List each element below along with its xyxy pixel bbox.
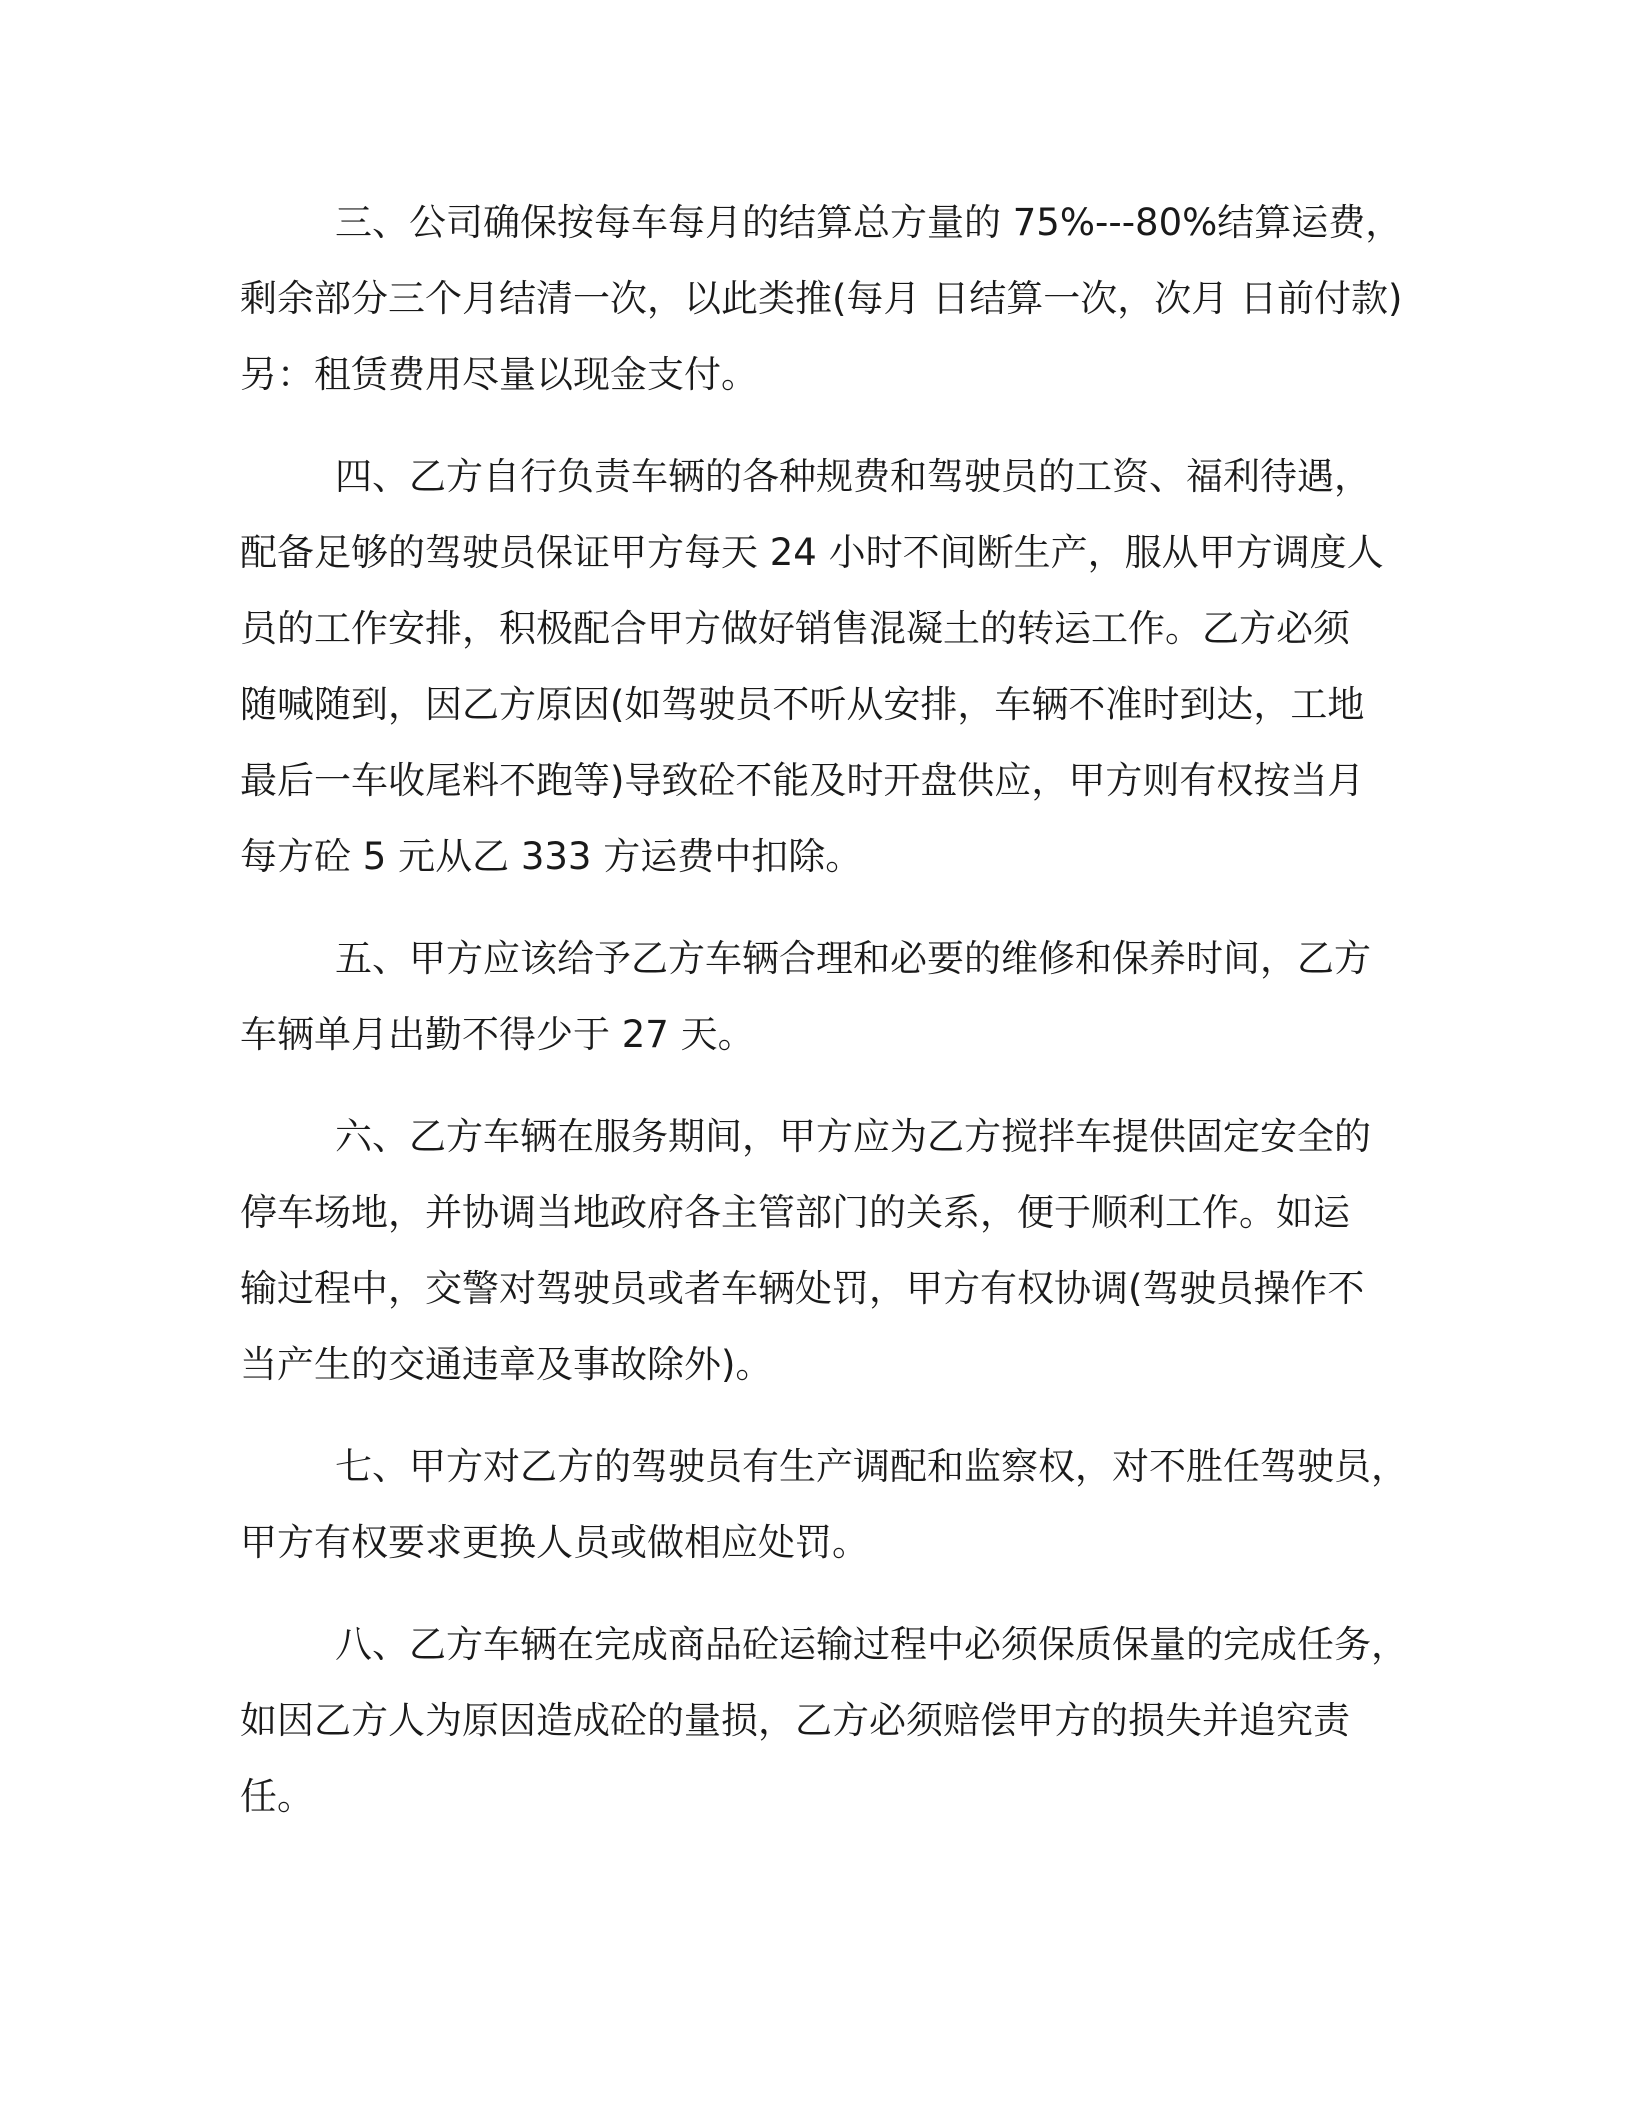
text-line: 当产生的交通违章及事故除外)。 [240,1343,773,1386]
text-line: 最后一车收尾料不跑等)导致砼不能及时开盘供应，甲方则有权按当月 [240,759,1365,802]
text-line: 配备足够的驾驶员保证甲方每天 24 小时不间断生产，服从甲方调度人 [240,531,1384,574]
text-line: 五、甲方应该给予乙方车辆合理和必要的维修和保养时间，乙方 [335,937,1371,980]
text-line: 另：租赁费用尽量以现金支付。 [240,353,758,396]
paragraph-clause-6 [240,1099,1400,1403]
text-line: 八、乙方车辆在完成商品砼运输过程中必须保质保量的完成任务， [335,1623,1408,1666]
paragraph-clause-7 [240,1429,1408,1581]
paragraph-clause-8 [240,1607,1408,1835]
text-line: 输过程中，交警对驾驶员或者车辆处罚，甲方有权协调(驾驶员操作不 [240,1267,1365,1310]
text-line: 七、甲方对乙方的驾驶员有生产调配和监察权，对不胜任驾驶员， [335,1445,1408,1488]
text-line: 甲方有权要求更换人员或做相应处罚。 [240,1521,869,1564]
document-body [240,185,1408,1861]
paragraph-clause-3 [240,185,1403,413]
text-line: 随喊随到，因乙方原因(如驾驶员不听从安排，车辆不准时到达，工地 [240,683,1365,726]
text-line: 员的工作安排，积极配合甲方做好销售混凝土的转运工作。乙方必须 [240,607,1350,650]
text-line: 三、公司确保按每车每月的结算总方量的 75%---80%结算运费， [335,201,1403,244]
paragraph-clause-5 [240,921,1400,1073]
text-line: 每方砼 5 元从乙 333 方运费中扣除。 [240,835,863,878]
text-line: 停车场地，并协调当地政府各主管部门的关系，便于顺利工作。如运 [240,1191,1350,1234]
paragraph-clause-4 [240,439,1400,895]
text-line: 如因乙方人为原因造成砼的量损，乙方必须赔偿甲方的损失并追究责 [240,1699,1350,1742]
text-line: 四、乙方自行负责车辆的各种规费和驾驶员的工资、福利待遇， [335,455,1371,498]
text-line: 车辆单月出勤不得少于 27 天。 [240,1013,755,1056]
text-line: 六、乙方车辆在服务期间，甲方应为乙方搅拌车提供固定安全的 [335,1115,1371,1158]
text-line: 任。 [240,1775,314,1818]
text-line: 剩余部分三个月结清一次，以此类推(每月 日结算一次，次月 日前付款) [240,277,1403,320]
